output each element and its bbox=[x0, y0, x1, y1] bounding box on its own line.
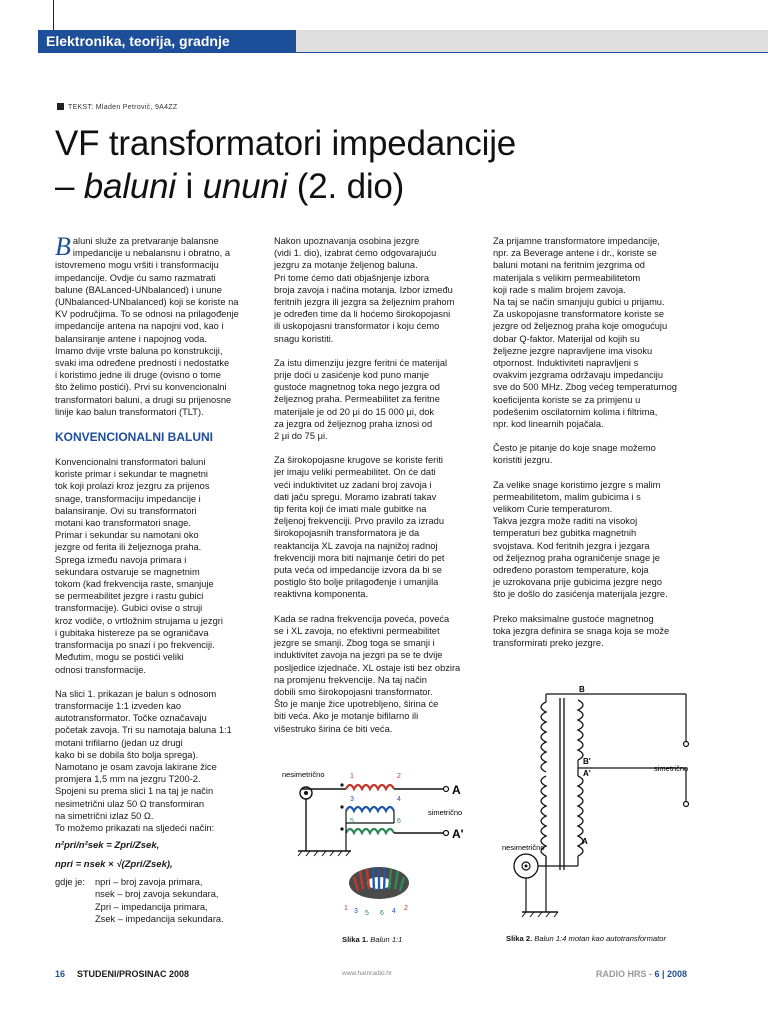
section-header-rule bbox=[296, 30, 768, 52]
section-header-title: Elektronika, teorija, gradnje bbox=[46, 33, 230, 49]
fig2-terminal-bottom bbox=[684, 802, 689, 807]
variable-legend-label: gdje je: bbox=[55, 877, 85, 888]
fig1-coil-3-green bbox=[346, 829, 394, 833]
fig1-num-3: 3 bbox=[350, 796, 354, 803]
footer-issue-number: 6 | 2008 bbox=[654, 969, 688, 979]
col2-paragraph-2: Za istu dimenziju jezgre feritni će materijal prije doći u zasićenje kod puno manje gustoće magnetnog toka nego jezgra od željeznog praha. Permeabilitet za feritne materijale je od 20 μi do 15 000 μi, dok za jezgra od željeznog praha iznosi od 2 μi do 75 μi. bbox=[274, 357, 448, 442]
col1-paragraph-1 bbox=[55, 232, 267, 418]
fig2-caption-text: Balun 1:4 motan kao autotransformator bbox=[532, 934, 666, 943]
fig1-coil-1-red bbox=[346, 785, 394, 789]
fig1-toroid-core bbox=[349, 867, 409, 899]
fig1-toroid-num-3: 3 bbox=[354, 908, 358, 915]
fig2-coil-upper-left bbox=[541, 702, 546, 772]
drop-cap: B bbox=[55, 232, 71, 261]
formula-1: n²pri/n²sek = Zpri/Zsek, bbox=[55, 840, 160, 852]
fig2-coil-upper-right bbox=[578, 700, 583, 760]
fig1-caption-bold: Slika 1. bbox=[342, 935, 369, 944]
variable-legend bbox=[55, 876, 267, 925]
col3-paragraph-4: Preko maksimalne gustoće magnetnog toka jezgra definira se snaga koja se može transformirati preko jezgre. bbox=[493, 613, 670, 649]
figure-2-balun-diagram bbox=[498, 680, 723, 928]
col2-paragraph-3: Za širokopojasne krugove se koriste feriti jer imaju veliki permeabilitet. On će dati veći induktivitet uz zadani broj zavoja i dati jaču spregu. Moramo izabrati takav tip ferita koji će imati male gubitke na željenoj frekvenciji. Prvo pravilo za izradu širokopojasnih transformatora je da reaktancija XL zavoja na najnižoj radnoj frekvenciji mora biti najmanje četiri do pet puta veća od impedancije izvora da bi se postiglo što bolje prilagođenje i umanjila reaktivna komponenta. bbox=[274, 455, 445, 600]
fig1-terminal-Ap bbox=[444, 831, 449, 836]
fig1-num-6: 6 bbox=[397, 818, 401, 825]
figure-1-caption bbox=[342, 935, 402, 944]
variable-legend-items: npri – broj zavoja primara, nsek – broj zavoja sekundara, Zpri – impedancija primara, Zsek – impedancija sekundara. bbox=[95, 877, 224, 924]
fig2-terminal-top bbox=[684, 742, 689, 747]
fig2-coax-center-icon bbox=[525, 865, 528, 868]
byline-square-icon bbox=[57, 103, 64, 110]
col1-paragraph-2: Konvencionalni transformatori baluni koriste primar i sekundar te magnetni tok koji prolazi kroz jezgru za prijenos snage, transformaciju impedancije i balansiranje. Ovi su transformatori motani kao transformatori snage. Primar i sekundar su namotani oko jezgre od ferita ili željeznoga praha. Sprega između navoja primara i sekundara ostvaruje se magnetnim tokom (kad frekvencija raste, smanjuje se permeabilitet jezgre i rastu gubici transformacije). Gubici ovise o struji kroz vodiče, o vrtložnim strujama u jezgri i gubitaka histereze pa se ograničava transformacija po snazi i po frekvenciji. Međutim, mogu se postići veliki odnosi transformacije. bbox=[55, 457, 223, 675]
fig1-toroid-num-4: 4 bbox=[392, 908, 396, 915]
fig1-toroid-num-1: 1 bbox=[344, 905, 348, 912]
fig1-dot-5 bbox=[340, 827, 343, 830]
page-number: 16 bbox=[55, 969, 66, 979]
fig2-caption-bold: Slika 2. bbox=[506, 934, 533, 943]
fig1-num-5: 5 bbox=[350, 818, 354, 825]
fig1-toroid-num-5: 5 bbox=[365, 910, 369, 917]
title-part: (2. dio) bbox=[287, 167, 405, 206]
fig1-coil-2-blue bbox=[346, 807, 394, 811]
section-header-underline bbox=[38, 52, 768, 53]
footer-left bbox=[55, 969, 189, 979]
fig1-num-2: 2 bbox=[397, 773, 401, 780]
fig2-label-Ap: A' bbox=[583, 769, 591, 778]
footer-url: www.hamradio.hr bbox=[342, 970, 393, 977]
footer-magazine: RADIO HRS - bbox=[596, 969, 655, 979]
fig2-label-A: A bbox=[582, 837, 588, 846]
fig1-num-4: 4 bbox=[397, 796, 401, 803]
fig1-caption-text: Balun 1:1 bbox=[368, 935, 403, 944]
byline-text: TEKST: Mladen Petrović, 9A4ZZ bbox=[68, 104, 178, 111]
column-3 bbox=[493, 235, 713, 661]
column-2 bbox=[274, 235, 484, 747]
fig1-nesimetricno-label: nesimetrično bbox=[282, 770, 325, 779]
footer-issue: STUDENI/PROSINAC 2008 bbox=[77, 969, 190, 979]
fig1-terminal-A bbox=[444, 787, 449, 792]
col1-p1-text: aluni služe za pretvaranje balansne impedancije u nebalansnu i obratno, a istovremeno mogu vršiti i transformaciju impedancije. Ovdje ću samo razmatrati balune (BALanced-UNbalanced) i unune (UNbalanced-UNbalanced) koji se koriste na KV područjima. To se odnosi na prilagođenje impedancije antena na napojni vod, kao i balansiranje antene i napojnog voda. Imamo dvije vrste baluna po konstrukciji, svaki ima određene prednosti i nedostatke i koristimo jedne ili druge (ovisno o tome što želimo postići). Prvi su konvencionalni transformatori baluni, a drugi su prijenosne linije kao balun transformatori (TLT). bbox=[55, 236, 239, 417]
crop-mark-line bbox=[53, 0, 54, 30]
byline bbox=[57, 103, 177, 111]
col3-paragraph-2: Često je pitanje do koje snage možemo koristiti jezgru. bbox=[493, 443, 656, 466]
fig2-nesimetricno-label: nesimetrično bbox=[502, 843, 545, 852]
fig2-label-B: B bbox=[579, 685, 585, 694]
fig1-label-Ap: A' bbox=[452, 827, 464, 841]
fig2-label-Bp: B' bbox=[583, 757, 591, 766]
col2-paragraph-4: Kada se radna frekvencija poveća, poveća se i XL zavoja, no efektivni permeabilitet jezgre se smanji. Zbog toga se smanji i induktivitet zavoja na jezgri pa se te dvije posljedice izjednače. XL ostaje isti bez obzira na promjenu frekvencije. Na taj način dobili smo širokopojasni transformator. Što je manje žice upotrebljeno, širina će biti veća. Ako je motanje bifilarno ili višestruko širina će biti veća. bbox=[274, 613, 461, 734]
fig1-label-A: A bbox=[452, 783, 461, 797]
title-baluni: baluni bbox=[83, 167, 177, 206]
figure-1-balun-diagram bbox=[276, 765, 486, 925]
fig1-coax-center-icon bbox=[304, 791, 308, 795]
title-and: i bbox=[176, 167, 203, 206]
fig1-simetricno-label: simetrično bbox=[428, 808, 463, 817]
section-heading-konvencionalni: KONVENCIONALNI BALUNI bbox=[55, 430, 213, 445]
col3-paragraph-1: Za prijamne transformatore impedancije, npr. za Beverage antene i dr., koriste se baluni motani na feritnim jezgrima od materijala s velikim permeabilitetom koji rade s malim brojem zavoja. Na taj se način smanjuju gubici u prijamu. Za uskopojasne transformatore koriste se jezgre od željeznog praha koje omogućuju dobar Q-faktor. Materijal od kojih su željezne jezgre napravljene ima visoku otpornost. Induktiviteti napravljeni s ovakvim jezgrama održavaju impedanciju sve do 500 MHz. Zbog većeg temperaturnog koeficijenta koriste se za primjenu u podešenim oscilatornim kolima i filtrima, npr. kod linearnih pojačala. bbox=[493, 236, 677, 430]
fig1-toroid-num-2: 2 bbox=[404, 905, 408, 912]
col2-paragraph-1: Nakon upoznavanja osobina jezgre (vidi 1. dio), izabrat ćemo odgovarajuću jezgru za motanje željenog baluna. Pri tome ćemo dati objašnjenje izbora broja zavoja i načina motanja. Izbor između feritnih jezgra ili jezgra sa željeznim prahom je određen time da li hoćemo širokopojasni ili uskopojasni transformator i koju ćemo snagu koristiti. bbox=[274, 236, 455, 344]
col1-paragraph-3: Na slici 1. prikazan je balun s odnosom transformacije 1:1 izveden kao autotransformator. Točke označavaju početak zavoja. Tri su namotaja baluna 1:1 motani trifilarno (jedan uz drugi kako bi se dobila što bolja sprega). Namotano je osam zavoja lakirane žice promjera 1,5 mm na jezgru T200-2. Spojeni su prema slici 1 na taj je način nesimetrični ulaz 50 Ω transformiran na simetrični izlaz 50 Ω. To možemo prikazati na sljedeći način: bbox=[55, 688, 232, 833]
fig1-toroid-num-6: 6 bbox=[380, 910, 384, 917]
footer-right bbox=[596, 969, 687, 979]
fig1-dot-3 bbox=[340, 805, 343, 808]
article-title bbox=[55, 122, 755, 208]
title-ununi: ununi bbox=[202, 167, 288, 206]
fig1-num-1: 1 bbox=[350, 773, 354, 780]
column-1 bbox=[55, 232, 267, 925]
col3-paragraph-3: Za velike snage koristimo jezgre s malim permeabilitetom, malim gubicima i s velikom Curie temperaturom. Takva jezgra može raditi na visokoj temperaturi bez gubitka magnetnih svojstava. Kod feritnih jezgra i jezgara od željeznog praha ograničenje snage je određeno porastom temperature, koja je uzrokovana prije gubicima jezgre nego što je došlo do zasićenja materijala jezgre. bbox=[493, 479, 668, 600]
title-line1: VF transformatori impedancije bbox=[55, 124, 517, 163]
title-dash: – bbox=[55, 167, 84, 206]
fig2-simetricno-label: simetrično bbox=[654, 764, 689, 773]
figure-2-caption bbox=[506, 934, 666, 943]
formula-2: npri = nsek × √(Zpri/Zsek), bbox=[55, 859, 173, 871]
fig1-dot-1 bbox=[340, 783, 343, 786]
